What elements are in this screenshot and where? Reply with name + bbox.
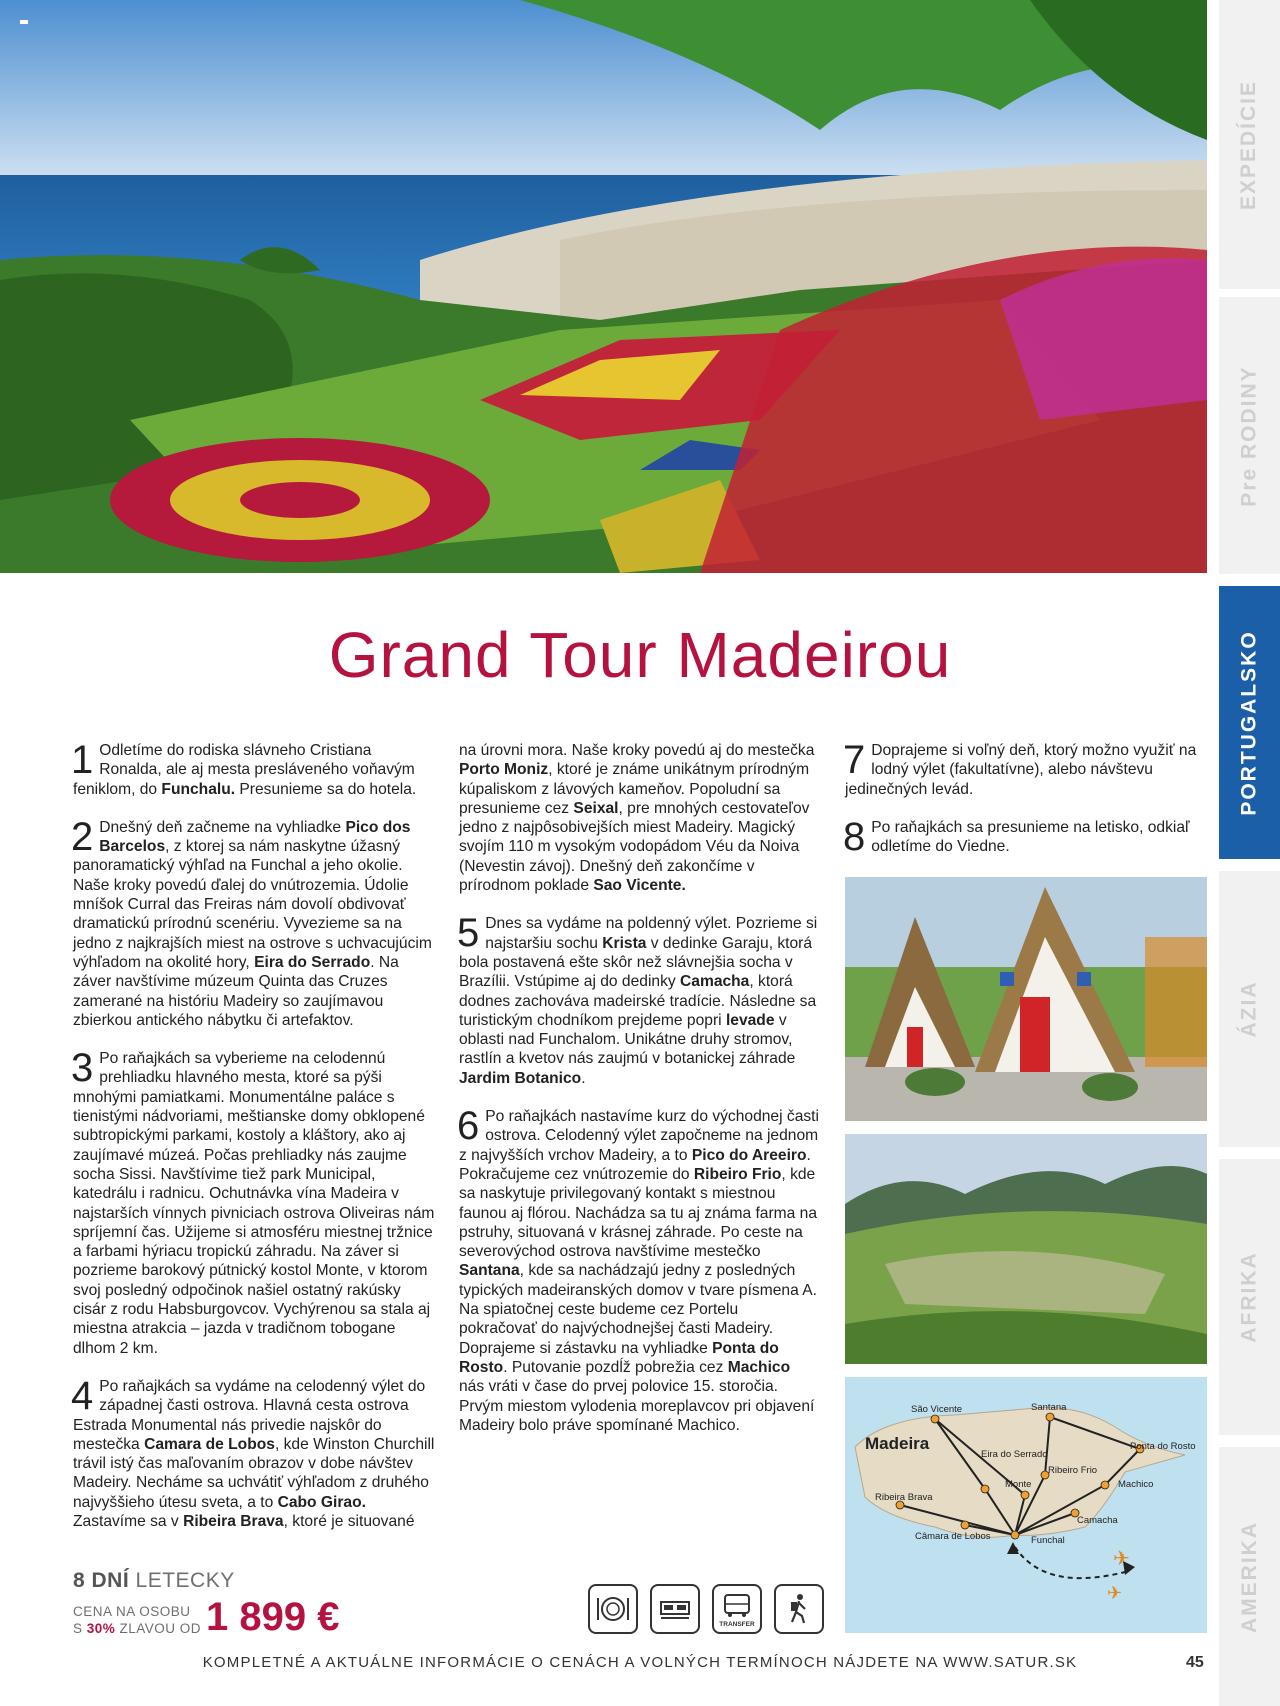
- day-text: Po raňajkách sa presunieme na letisko, odkiaľ odletíme do Viedne.: [871, 818, 1190, 856]
- map-label-camacha: Camacha: [1077, 1515, 1118, 1526]
- svg-text:✈: ✈: [1113, 1548, 1130, 1570]
- day-3: [71, 1046, 435, 1358]
- duration-days: 8 DNÍ: [73, 1569, 130, 1592]
- itinerary-column-2: [459, 741, 819, 1454]
- side-tabs: [1219, 0, 1280, 1706]
- accommodation-icon: [650, 1584, 700, 1634]
- footer-info: KOMPLETNÉ A AKTUÁLNE INFORMÁCIE O CENÁCH A VOLNÝCH TERMÍNOCH NÁJDETE NA WWW.SATUR.SK: [202, 1654, 1078, 1671]
- day-number: 2: [71, 814, 94, 859]
- day-text: na úrovni mora. Naše kroky povedú aj do mestečka Porto Moniz, ktoré je známe unikátnym prírodným kúpaliskom z lávových kameňov. Popoludní sa presunieme cez Seixal, pre mnohých cestovateľov jedno z najpôsobivejších miest Madeiry. Magický svojím 110 m vysokým vodopádom Véu da Noiva (Nevestin závoj). Dnešný deň zakončíme v prírodnom poklade Sao Vicente.: [459, 742, 815, 895]
- map-label-ribeiro-frio: Ribeiro Frio: [1048, 1465, 1098, 1476]
- day-number: 7: [843, 738, 866, 782]
- map-label-santana: Santana: [1031, 1402, 1067, 1413]
- map-label-eira-do-serrado: Eira do Serrado: [981, 1449, 1048, 1460]
- side-tab-pre-rodiny[interactable]: [1219, 297, 1280, 574]
- day-7: [843, 738, 1205, 799]
- side-tab-azia[interactable]: [1219, 871, 1280, 1147]
- price-label-suffix: ZLAVOU OD: [115, 1621, 202, 1636]
- price-amount: 1 899 €: [206, 1595, 340, 1639]
- transfer-label: TRANSFER: [719, 1621, 755, 1628]
- price-label-line1: CENA NA OSOBU: [73, 1604, 191, 1619]
- day-2: [71, 814, 435, 1030]
- route-map: [845, 1377, 1207, 1633]
- page-number: 45: [1186, 1654, 1204, 1671]
- map-label-funchal: Funchal: [1031, 1535, 1065, 1546]
- discount-value: 30%: [86, 1621, 116, 1636]
- day-text: Doprajeme si voľný deň, ktorý možno využiť na lodný výlet (fakultatívne), alebo návštevu jedinečných levád.: [845, 742, 1197, 798]
- trip-duration: [73, 1569, 235, 1593]
- day-text: Dnes sa vydáme na poldenný výlet. Pozrieme si najstaršiu sochu Krista v dedinke Garaju, ktorá bola postavená ešte skôr než slávnejšia socha v Brazílii. Vstúpime aj do dedinky Camacha, ktorá dodnes zachováva madeirské tradície. Následne sa turistickým chodníkom prejdeme popri levade v oblasti nad Funchalom. Unikátne druhy stromov, rastlín a kvetov nás zaujmú v botanickej záhrade Jardim Botanico.: [459, 915, 818, 1087]
- duration-transport: LETECKY: [129, 1569, 235, 1592]
- side-tab-label: AFRIKA: [1237, 1251, 1261, 1343]
- hiking-icon: [774, 1584, 824, 1634]
- side-tab-label: ÁZIA: [1237, 980, 1261, 1038]
- map-label-monte: Monte: [1005, 1479, 1032, 1490]
- day-6: [457, 1104, 819, 1435]
- svg-text:✈: ✈: [1107, 1583, 1123, 1603]
- day-number: 3: [71, 1046, 94, 1091]
- hero-photo: [0, 0, 1207, 573]
- map-label-ribeira-brava: Ribeira Brava: [875, 1492, 933, 1503]
- day-text: Dnešný deň začneme na vyhliadke Pico dos Barcelos, z ktorej sa nám naskytne úžasný panoramatický výhľad na Funchal a jeho okolie. Naše kroky povedú ďalej do vnútrozemia. Údolie mníšok Curral das Freiras nám dovolí obdivovať dramatickú prírodnú scenériu. Vyvezieme sa na jedno z najkrajších miest na ostrove s uchvacujúcim výhľadom na okolité hory, Eira do Serrado. Na záver navštívime múzeum Quinta das Cruzes zamerané na históriu Madeiry so zaujímavou zbierkou antického nábytku či artefaktov.: [73, 818, 432, 1029]
- day-number: 1: [71, 738, 94, 782]
- map-label-ponta-do-rosto: Ponta do Rosto: [1130, 1441, 1196, 1452]
- itinerary-column-1: [71, 738, 435, 1550]
- day-8: [843, 814, 1205, 859]
- price-label-line2: [73, 1620, 201, 1637]
- day-text: Po raňajkách sa vydáme na celodenný výlet do západnej časti ostrova. Hlavná cesta ostrova Estrada Monumental nás privedie najskôr do mestečka Camara de Lobos, kde Winston Churchill trávil istý čas maľovaním obrazov v dobe návštev Madeiry. Necháme sa uchvátiť výhľadom z druhého najvyššieho útesu sveta, a to Cabo Girao. Zastavíme sa v Ribeira Brava, ktoré je situované: [73, 1377, 435, 1530]
- day-number: 8: [843, 814, 866, 859]
- day-number: 6: [457, 1104, 480, 1149]
- map-label-machico: Machico: [1118, 1479, 1154, 1490]
- day-text: Odletíme do rodiska slávneho Cristiana Ronalda, ale aj mesta presláveného voňavým feniklom, do Funchalu. Presunieme sa do hotela.: [73, 742, 417, 798]
- price-label-prefix: S: [73, 1621, 87, 1636]
- valley-photo: [845, 1134, 1207, 1364]
- price-label: [73, 1603, 201, 1637]
- day-number: 4: [71, 1373, 94, 1418]
- map-label-camara-de-lobos: Câmara de Lobos: [915, 1531, 991, 1542]
- service-icons: [588, 1584, 824, 1634]
- meals-icon: [588, 1584, 638, 1634]
- side-tab-label: PORTUGALSKO: [1237, 629, 1261, 816]
- page-title: Grand Tour Madeirou: [328, 619, 952, 691]
- day-text: Po raňajkách sa vyberieme na celodennú prehliadku hlavného mesta, ktoré sa pýši mnohými pamiatkami. Monumentálne paláce s tienistými nádvoriami, meštianske domy obklopené subtropickými parkami, kostoly a kláštory, ako aj zaujímavé múzeá. Počas prehliadky nás zaujme socha Sissi. Navštívime tiež park Municipal, katedrálu i radnicu. Ochutnávka vína Madeira v najstarších vínnych pivniciach ostrova Oliveiras nám spríjemní čas. Užijeme si atmosféru miestnej tržnice a farbami hýriacu tropickú záhradu. Na záver si pozrieme barokový pútnický kostol Monte, v ktorom svoj posledný odpočinok našiel ostatný rakúsky cisár z rodu Habsburgovcov. Vychýrenou sa stala aj miestna atrakcia – jazda v tradičnom tobogane dlhom 2 km.: [73, 1050, 435, 1357]
- day-5: [457, 911, 819, 1088]
- map-island-label: Madeira: [865, 1434, 930, 1453]
- santana-houses-photo: [845, 877, 1207, 1121]
- side-tab-label: EXPEDÍCIE: [1237, 79, 1261, 210]
- itinerary-column-3: [843, 738, 1205, 875]
- transfer-icon: [712, 1584, 762, 1634]
- day-4-continued: [459, 741, 819, 895]
- day-text: Po raňajkách nastavíme kurz do východnej časti ostrova. Celodenný výlet započneme na jednom z najvyšších vrchov Madeiry, a to Pico do Areeiro. Pokračujeme cez vnútrozemie do Ribeiro Frio, kde sa naskytuje privilegovaný kontakt s miestnou faunou aj flórou. Nachádza sa tu aj známa farma na pstruhy, situovaná v krásnej záhrade. Po ceste na severovýchod ostrova navštívime mestečko Santana, kde sa nachádzajú jedny z posledných typických madeiranských domov v tvare písmena A. Na spiatočnej ceste budeme cez Portelu pokračovať do najvýchodnejšej časti Madeiry. Doprajeme si zástavku na vyhliadke Ponta do Rosto. Putovanie pozdĺž pobrežia cez Machico nás vráti v čase do prvej polovice 15. storočia. Prvým miestom vylodenia moreplavcov pri objavení Madeiry bolo práve spomínané Machico.: [459, 1108, 819, 1434]
- day-number: 5: [457, 911, 480, 956]
- day-1: [71, 738, 435, 799]
- day-4: [71, 1373, 435, 1531]
- side-tab-label: AMERIKA: [1237, 1520, 1261, 1633]
- flag-mark: [20, 20, 28, 24]
- side-tab-expedicie[interactable]: [1219, 0, 1280, 289]
- map-label-sao-vicente: São Vicente: [911, 1404, 963, 1415]
- side-tab-afrika[interactable]: [1219, 1159, 1280, 1435]
- side-tab-label: Pre RODINY: [1237, 364, 1261, 507]
